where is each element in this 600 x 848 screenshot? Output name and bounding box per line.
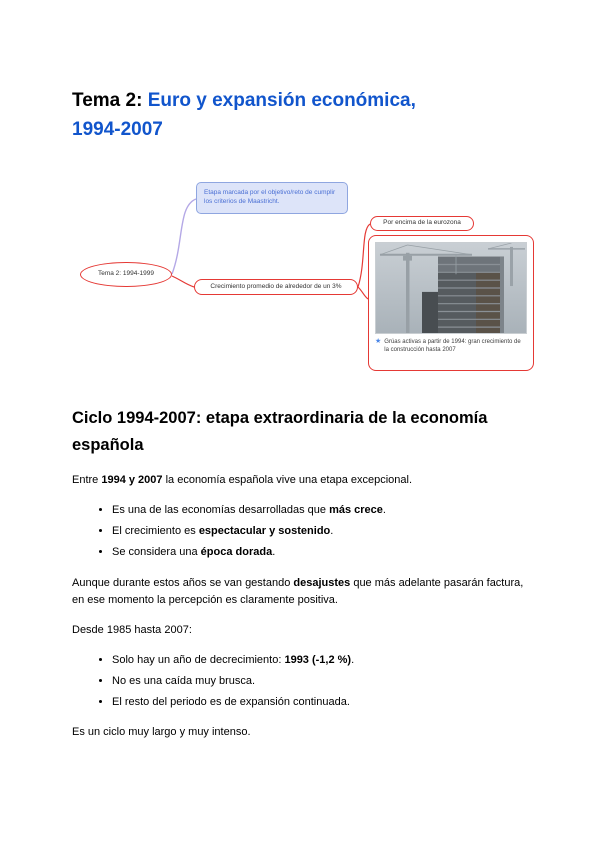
paragraph-desde-1985: Desde 1985 hasta 2007: [72,623,192,636]
mindmap-maastricht-node: Etapa marcada por el objetivo/reto de cumplir los criterios de Maastricht. [196,182,348,214]
mindmap-image-node [368,235,534,371]
paragraph-conclusion: Es un ciclo muy largo y muy intenso. [72,725,251,738]
paragraph-intro-pre: Entre [72,474,102,487]
list-item: • Es una de las economías desarrolladas que más crece. [112,502,528,519]
page-title-prefix: Tema 2: [72,90,148,111]
caption-star-icon: ★ [375,337,382,345]
paragraph-intro-post: la economía española vive una etapa excepcional. [162,474,413,487]
image-caption-text: Grúas activas a partir de 1994: gran crecimiento de la construcción hasta 2007 [384,338,521,353]
section-heading: Ciclo 1994-2007: etapa extraordinaria de la economía española [72,408,488,455]
page-title [72,86,528,145]
mindmap-growth-node: Crecimiento promedio de alrededor de un 3% [194,279,358,295]
mindmap-root-node: Tema 2: 1994-1999 [80,262,172,287]
list-item: • No es una caída muy brusca. [112,673,528,690]
bullet-list-periodo [72,652,528,711]
paragraph-intro [72,472,528,489]
page-title-line2: 1994-2007 [72,119,163,141]
construction-photo [375,242,527,334]
image-caption [375,338,527,354]
paragraph-desajustes: Aunque durante estos años se van gestando desajustes que más adelante pasarán factura, en ese momento la percepción es claramente positiva. [72,576,524,606]
list-item: • Solo hay un año de decrecimiento: 1993 (-1,2 %). [112,652,528,669]
list-item: • Se considera una época dorada. [112,544,528,561]
page-title-line1: Euro y expansión económica, [147,90,416,111]
list-item: • El crecimiento es espectacular y sostenido. [112,523,528,540]
list-item: • El resto del periodo es de expansión continuada. [112,694,528,711]
mindmap-eurozone-node: Por encima de la eurozona [370,216,474,231]
mindmap-diagram [74,180,544,377]
paragraph-intro-bold: 1994 y 2007 [101,474,163,487]
bullet-list-growth [72,502,528,561]
